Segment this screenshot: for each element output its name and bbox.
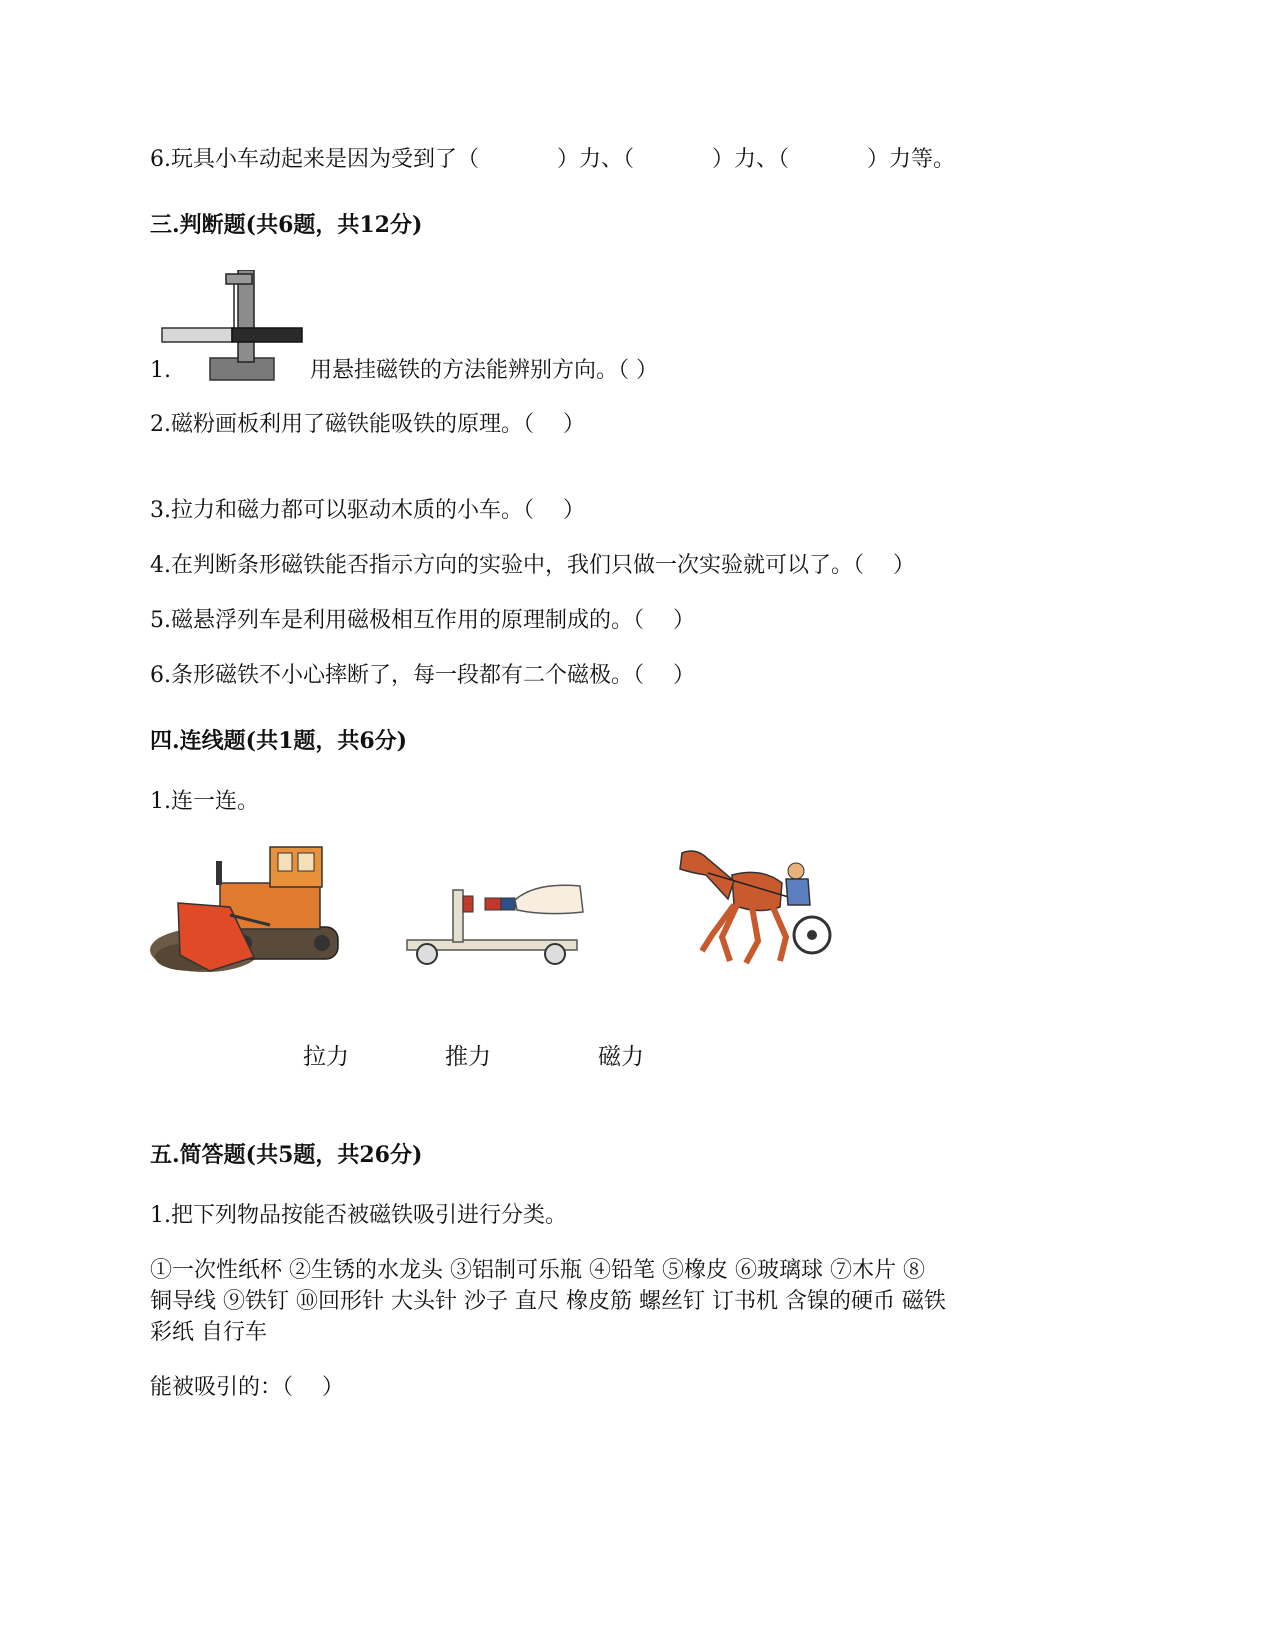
magnet-car-image bbox=[405, 872, 590, 968]
force-label-push: 推力 bbox=[445, 1044, 491, 1070]
fill-q6-suffix: ）力等。 bbox=[867, 147, 956, 172]
judge-q1-text: 用悬挂磁铁的方法能辨别方向。（ ） bbox=[310, 358, 658, 383]
fill-question-6 bbox=[150, 145, 955, 175]
suspended-magnet-illustration bbox=[160, 270, 308, 388]
items-list-line2: 铜导线 ⑨铁钉 ⑩回形针 大头针 沙子 直尺 橡皮筋 螺丝钉 订书机 含镍的硬币 磁铁 bbox=[150, 1289, 946, 1314]
section5-heading: 五.简答题(共5题，共26分) bbox=[150, 1142, 423, 1168]
fill-q6-prefix: 6.玩具小车动起来是因为受到了（ bbox=[150, 147, 479, 172]
judge-q3: 3.拉力和磁力都可以驱动木质的小车。（ ） bbox=[150, 498, 585, 523]
match-q1: 1.连一连。 bbox=[150, 789, 259, 814]
fill-q6-mid2: ）力、（ bbox=[712, 147, 790, 172]
answer-prompt-attractable: 能被吸引的：（ ） bbox=[150, 1375, 344, 1400]
force-label-magnetic: 磁力 bbox=[598, 1044, 644, 1070]
items-list-line1: ①一次性纸杯 ②生锈的水龙头 ③铝制可乐瓶 ④铅笔 ⑤橡皮 ⑥玻璃球 ⑦木片 ⑧ bbox=[150, 1258, 925, 1283]
judge-q5: 5.磁悬浮列车是利用磁极相互作用的原理制成的。（ ） bbox=[150, 608, 695, 633]
section3-heading: 三.判断题(共6题，共12分) bbox=[150, 212, 423, 238]
judge-q2: 2.磁粉画板利用了磁铁能吸铁的原理。（ ） bbox=[150, 412, 585, 437]
section4-heading: 四.连线题(共1题，共6分) bbox=[150, 728, 408, 754]
horse-cart-image bbox=[662, 845, 832, 967]
items-list-line3: 彩纸 自行车 bbox=[150, 1320, 267, 1345]
judge-q4: 4.在判断条形磁铁能否指示方向的实验中，我们只做一次实验就可以了。（ ） bbox=[150, 553, 915, 578]
force-label-pull: 拉力 bbox=[303, 1044, 349, 1070]
judge-q1-number: 1. bbox=[150, 358, 171, 383]
fill-q6-mid1: ）力、（ bbox=[557, 147, 635, 172]
judge-q6: 6.条形磁铁不小心摔断了，每一段都有二个磁极。（ ） bbox=[150, 663, 695, 688]
short-answer-q1: 1.把下列物品按能否被磁铁吸引进行分类。 bbox=[150, 1203, 567, 1228]
bulldozer-image bbox=[150, 845, 350, 985]
